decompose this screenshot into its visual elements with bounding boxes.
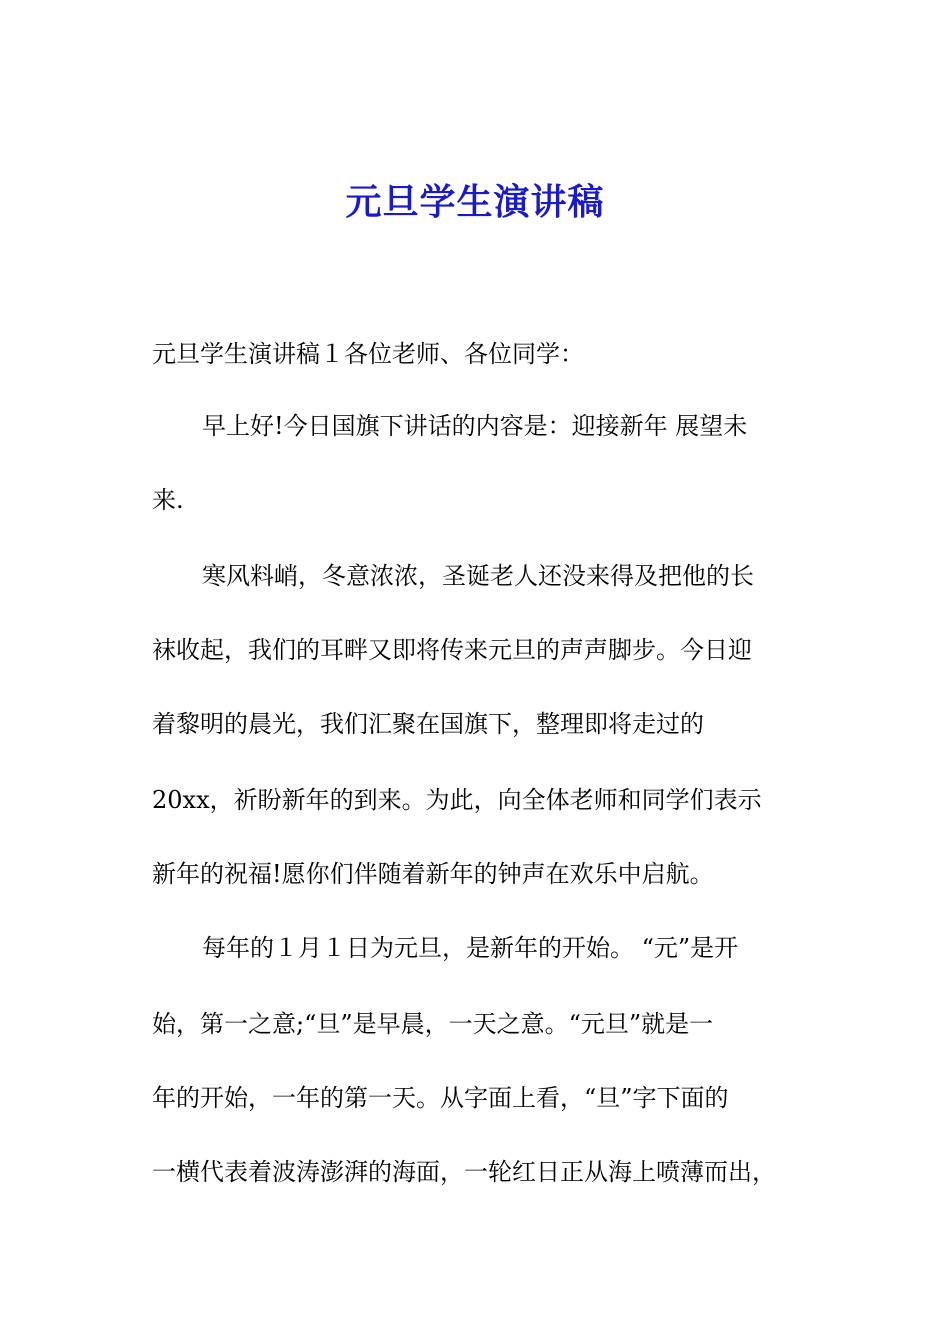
paragraph-line: 年的开始，一年的第一天。从字面上看，“旦”字下面的	[152, 1084, 729, 1112]
paragraph-line: 一横代表着波涛澎湃的海面，一轮红日正从海上喷薄而出，	[152, 1158, 776, 1186]
paragraph-line: 元旦学生演讲稿１各位老师、各位同学：	[152, 340, 584, 368]
paragraph-line: 20xx，祈盼新年的到来。为此，向全体老师和同学们表示	[152, 786, 762, 814]
document-title: 元旦学生演讲稿	[345, 181, 605, 223]
paragraph-line: 早上好!今日国旗下讲话的内容是：迎接新年 展望未	[202, 412, 748, 440]
paragraph-line: 着黎明的晨光，我们汇聚在国旗下，整理即将走过的	[152, 710, 704, 738]
paragraph-line: 始，第一之意;“旦”是早晨，一天之意。“元旦”就是一	[152, 1010, 714, 1038]
paragraph-line: 新年的祝福!愿你们伴随着新年的钟声在欢乐中启航。	[152, 860, 714, 888]
paragraph-line: 来.	[152, 486, 184, 514]
paragraph-line: 袜收起，我们的耳畔又即将传来元旦的声声脚步。今日迎	[152, 636, 752, 664]
paragraph-line: 寒风料峭，冬意浓浓，圣诞老人还没来得及把他的长	[202, 562, 754, 590]
paragraph-line: 每年的１月１日为元旦，是新年的开始。 “元”是开	[202, 934, 739, 962]
